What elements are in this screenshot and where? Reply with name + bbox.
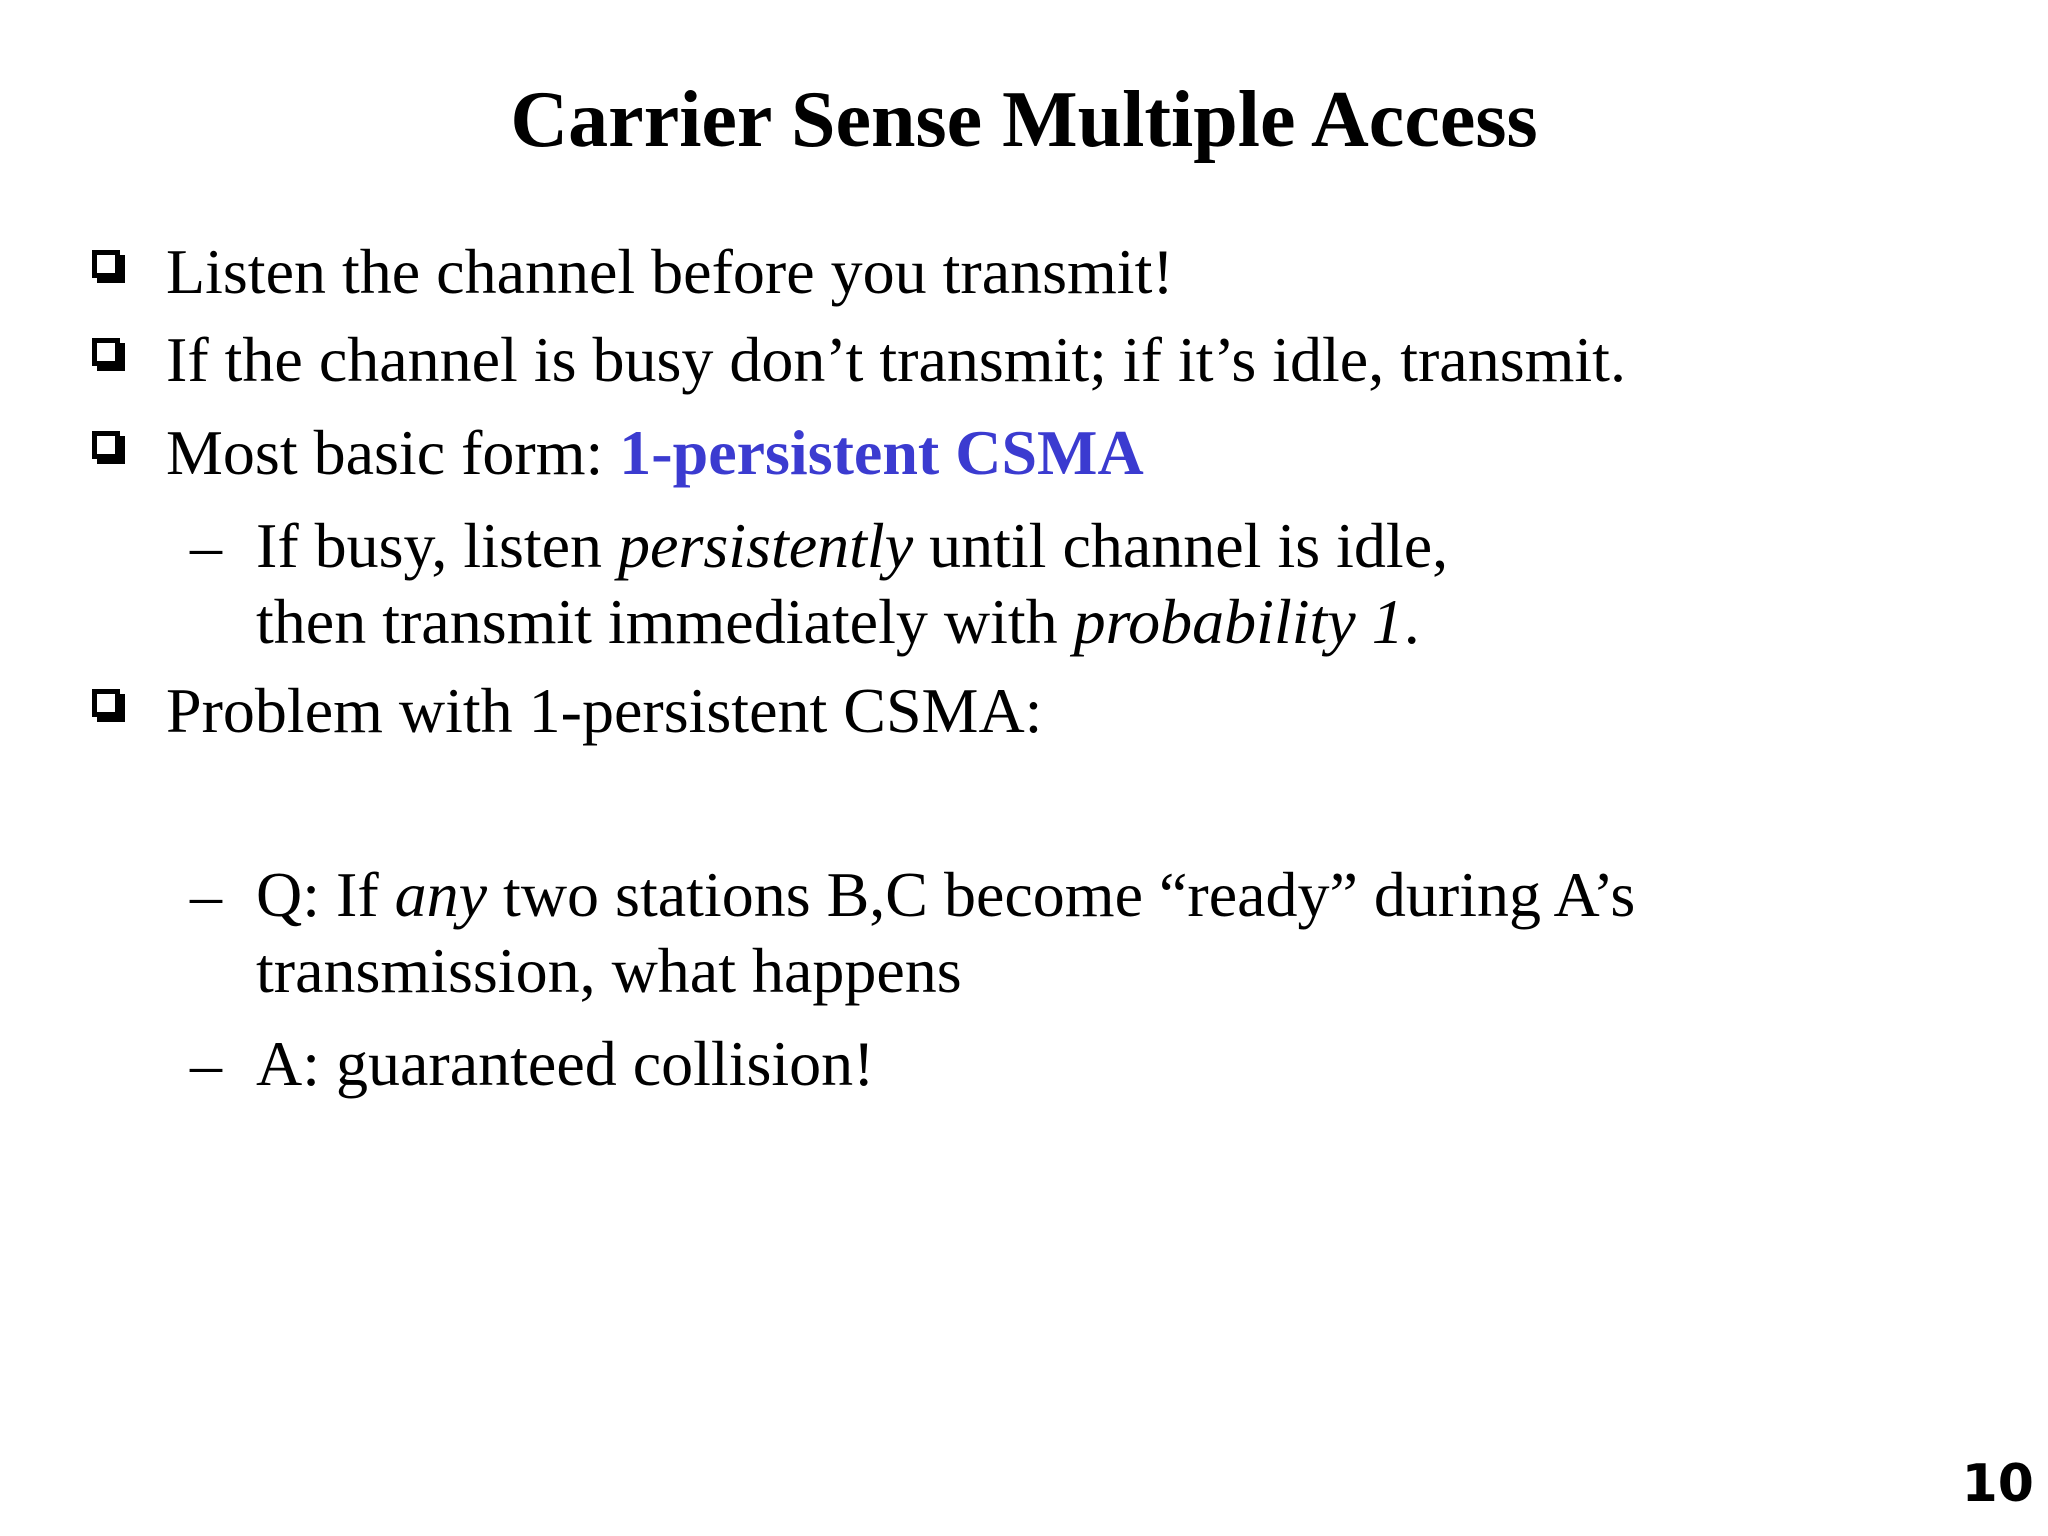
dash-marker: – (190, 1028, 222, 1099)
italic-segment: probability 1 (1073, 586, 1404, 657)
dash-marker: – (190, 510, 222, 581)
text-segment: If busy, listen (256, 510, 619, 581)
bullet-text (166, 415, 1144, 491)
slide-title: Carrier Sense Multiple Access (510, 76, 1538, 164)
page-number: 10 (1961, 1454, 2034, 1514)
csma-highlight: 1-persistent CSMA (619, 417, 1144, 488)
italic-segment: persistently (618, 510, 914, 581)
text-segment: two stations B,C become “ready” during A’s (487, 859, 1636, 930)
sub-bullet-text (256, 857, 1635, 1009)
sub-bullet-text: A: guaranteed collision! (256, 1028, 875, 1099)
bullet-prefix: Most basic form: (166, 417, 620, 488)
text-segment: transmission, what happens (256, 935, 962, 1006)
square-bullet-icon (92, 338, 120, 366)
text-segment: . (1403, 586, 1420, 657)
bullet-text: Listen the channel before you transmit! (166, 236, 1174, 307)
text-segment: until channel is idle, (913, 510, 1449, 581)
sub-bullet-text (256, 508, 1448, 660)
square-bullet-icon (92, 250, 120, 278)
dash-marker: – (190, 859, 222, 930)
square-bullet-icon (92, 431, 120, 459)
square-bullet-icon (92, 689, 120, 717)
text-segment: Q: If (256, 859, 395, 930)
bullet-text: If the channel is busy don’t transmit; if it’s idle, transmit. (166, 324, 1626, 395)
bullet-text: Problem with 1-persistent CSMA: (166, 675, 1043, 746)
text-segment: then transmit immediately with (256, 586, 1074, 657)
italic-segment: any (394, 859, 488, 930)
